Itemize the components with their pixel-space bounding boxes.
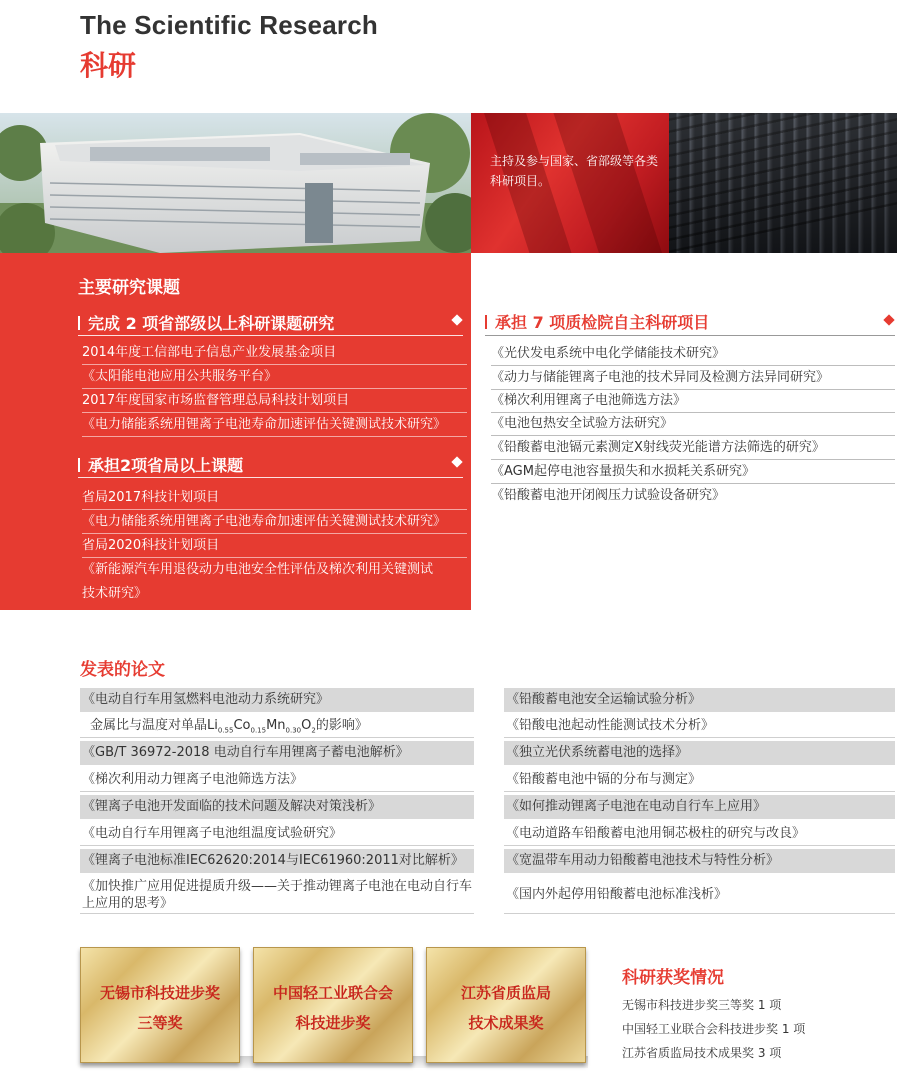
list-item: 《新能源汽车用退役动力电池安全性评估及梯次利用关键测试	[82, 562, 434, 577]
paper-item: 《电动自行车用锂离子电池组温度试验研究》	[80, 822, 474, 846]
list-item: 《电力储能系统用锂离子电池寿命加速评估关键测试技术研究》	[82, 510, 467, 534]
diamond-icon	[883, 314, 894, 325]
building-illustration	[0, 113, 471, 253]
research-title: 主要研究课题	[78, 278, 180, 298]
research-block	[0, 253, 471, 610]
list-item: 2014年度工信部电子信息产业发展基金项目	[82, 341, 467, 365]
building-photo	[0, 113, 471, 253]
paper-item: 《宽温带车用动力铅酸蓄电池技术与特性分析》	[504, 849, 895, 873]
paper-item: 《电动自行车用氢燃料电池动力系统研究》	[80, 688, 474, 712]
research-group1-heading: 完成 2 项省部级以上科研课题研究	[78, 311, 463, 334]
list-item: 省局2020科技计划项目	[82, 534, 467, 558]
list-item: 省局2017科技计划项目	[82, 486, 467, 510]
page-title-en: The Scientific Research	[80, 10, 378, 40]
paper-item: 《铅酸蓄电池中镉的分布与测定》	[504, 768, 895, 792]
award-plaque-jiangsu	[426, 947, 586, 1063]
paper-item: 《铅酸电池起动性能测试技术分析》	[504, 714, 895, 738]
award-item: 无锡市科技进步奖三等奖 1 项	[622, 998, 782, 1012]
award-item: 中国轻工业联合会科技进步奖 1 项	[622, 1022, 806, 1036]
paper-item: 《如何推动锂离子电池在电动自行车上应用》	[504, 795, 895, 819]
paper-item: 《电动道路车铅酸蓄电池用铜芯极柱的研究与改良》	[504, 822, 895, 846]
paper-item: 《铅酸蓄电池安全运输试验分析》	[504, 688, 895, 712]
plaque-line: 江苏省质监局	[460, 984, 551, 1002]
award-plaque-light-industry	[253, 947, 413, 1063]
awards-title: 科研获奖情况	[622, 968, 724, 988]
banner-text: 主持及参与国家、省部级等各类科研项目。	[490, 154, 659, 188]
award-item: 江苏省质监局技术成果奖 3 项	[622, 1046, 782, 1060]
list-item: 《动力与储能锂离子电池的技术异同及检测方法异同研究》	[491, 366, 895, 390]
diamond-icon	[451, 314, 462, 325]
paper-item: 《锂离子电池开发面临的技术问题及解决对策浅析》	[80, 795, 474, 819]
research-group3-heading: 承担 7 项质检院自主科研项目	[485, 310, 895, 333]
list-item: 2017年度国家市场监督管理总局科技计划项目	[82, 389, 467, 413]
plaque-line: 中国轻工业联合会	[272, 984, 393, 1002]
research-group2-heading: 承担2项省局以上课题	[78, 453, 463, 476]
list-item: 技术研究》	[82, 586, 148, 601]
paper-item: 《加快推广应用促进提质升级——关于推动锂离子电池在电动自行车上应用的思考》	[80, 876, 474, 914]
page-title-zh: 科研	[80, 49, 137, 82]
papers-title: 发表的论文	[80, 660, 165, 680]
list-item: 《铅酸蓄电池开闭阀压力试验设备研究》	[491, 488, 726, 503]
paper-item: 《梯次利用动力锂离子电池筛选方法》	[80, 768, 474, 792]
plaque-line: 科技进步奖	[295, 1014, 371, 1032]
award-plaque-wuxi	[80, 947, 240, 1063]
list-item: 《电力储能系统用锂离子电池寿命加速评估关键测试技术研究》	[82, 413, 467, 437]
plaque-line: 无锡市科技进步奖	[99, 984, 220, 1002]
paper-item: 《独立光伏系统蓄电池的选择》	[504, 741, 895, 765]
list-item: 《AGM起停电池容量损失和水损耗关系研究》	[491, 460, 895, 484]
list-item: 《太阳能电池应用公共服务平台》	[82, 365, 467, 389]
list-item: 《铅酸蓄电池镉元素测定X射线荧光能谱方法筛选的研究》	[491, 436, 895, 460]
list-item: 《电池包热安全试验方法研究》	[491, 412, 895, 436]
list-item: 《梯次利用锂离子电池筛选方法》	[491, 389, 895, 413]
paper-item: 《锂离子电池标准IEC62620:2014与IEC61960:2011对比解析》	[80, 849, 474, 873]
paper-item: 《GB/T 36972-2018 电动自行车用锂离子蓄电池解析》	[80, 741, 474, 765]
building-facade-image	[669, 113, 897, 253]
plaque-line: 三等奖	[137, 1014, 183, 1032]
diamond-icon	[451, 456, 462, 467]
banner	[0, 113, 897, 253]
plaque-line: 技术成果奖	[468, 1014, 544, 1032]
paper-item: 《国内外起停用铅酸蓄电池标准浅析》	[504, 876, 895, 914]
paper-item: 金属比与温度对单晶$Li_{0.55}Co_{0.15}Mn_{0.30}O_2$的影响》	[80, 714, 474, 738]
list-item: 《光伏发电系统中电化学储能技术研究》	[491, 342, 895, 366]
